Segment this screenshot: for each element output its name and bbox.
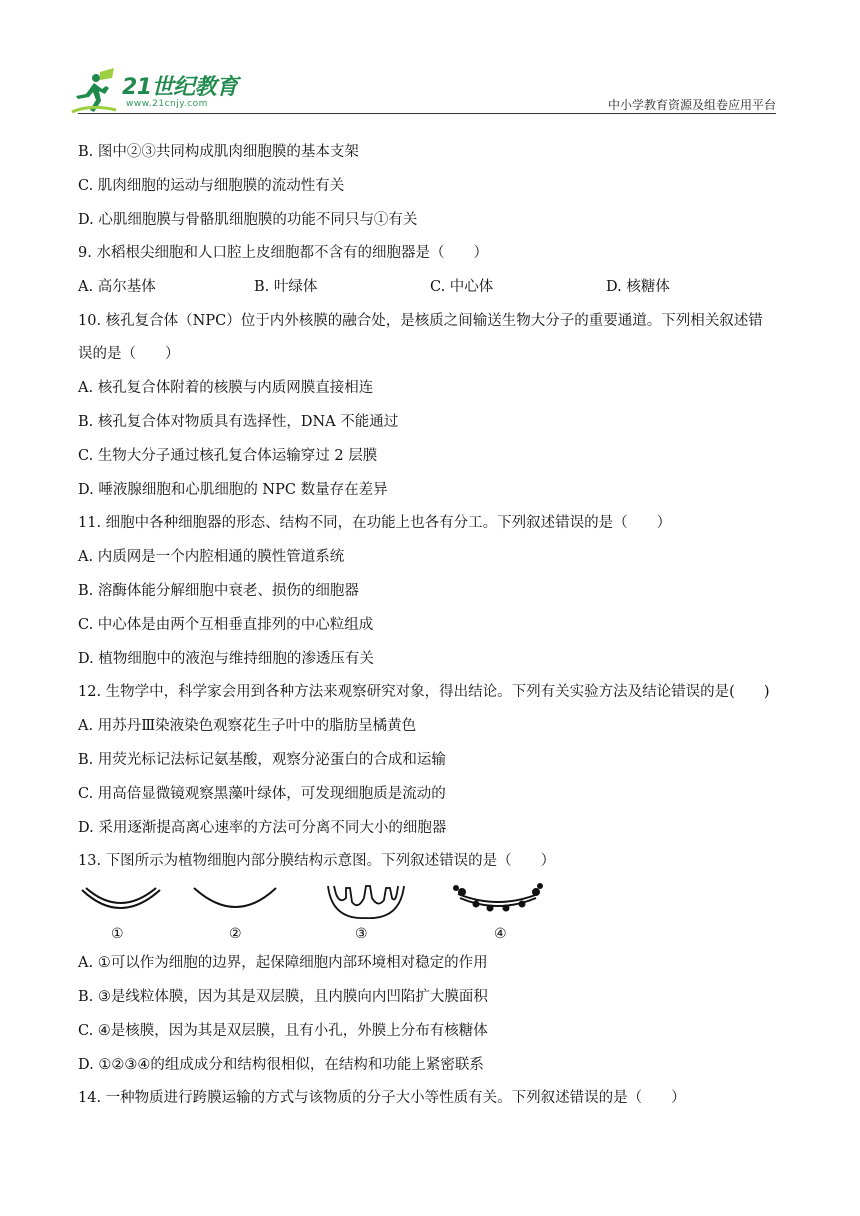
option-line: B. ③是线粒体膜，因为其是双层膜，且内膜向内凹陷扩大膜面积 [78,989,488,1005]
question-14: 14. 一种物质进行跨膜运输的方式与该物质的分子大小等性质有关。下列叙述错误的是（ ） [78,1090,686,1106]
page-header [0,0,860,120]
option-line: B. 用荧光标记法标记氨基酸，观察分泌蛋白的合成和运输 [78,752,446,768]
text-line: 误的是（ ） [78,346,180,362]
q9-option-a: A. 高尔基体 [78,279,156,295]
option-line: D. 唾液腺细胞和心肌细胞的 NPC 数量存在差异 [78,482,388,498]
option-line: D. ①②③④的组成成分和结构很相似，在结构和功能上紧密联系 [78,1057,484,1073]
question-10: 10. 核孔复合体（NPC）位于内外核膜的融合处，是核质之间输送生物大分子的重要通道。下列相关叙述错 [78,313,763,329]
question-9: 9. 水稻根尖细胞和人口腔上皮细胞都不含有的细胞器是（ ） [78,245,488,261]
option-line: C. 生物大分子通过核孔复合体运输穿过 2 层膜 [78,448,378,464]
runner-logo-icon [70,66,126,116]
option-line: B. 溶酶体能分解细胞中衰老、损伤的细胞器 [78,583,359,599]
logo-text: 21世纪教育 [122,75,238,100]
membrane-4-shape [458,894,538,906]
figure-label-3: ③ [355,926,368,942]
option-line: C. ④是核膜，因为其是双层膜，且有小孔，外膜上分布有核糖体 [78,1023,488,1039]
membrane-figure [78,880,558,946]
option-line: D. 植物细胞中的液泡与维持细胞的渗透压有关 [78,651,374,667]
question-13: 13. 下图所示为植物细胞内部分膜结构示意图。下列叙述错误的是（ ） [78,853,556,869]
platform-name: 中小学教育资源及组卷应用平台 [607,98,776,112]
text-line: D. 心肌细胞膜与骨骼肌细胞膜的功能不同只与①有关 [78,212,418,228]
membrane-1-shape [82,888,160,908]
figure-label-4: ④ [494,926,507,942]
option-line: D. 采用逐渐提高离心速率的方法可分离不同大小的细胞器 [78,820,447,836]
question-12: 12. 生物学中，科学家会用到各种方法来观察研究对象，得出结论。下列有关实验方法及结论错误的是( ) [78,684,770,700]
figure-label-1: ① [111,926,124,942]
figure-label-2: ② [229,926,242,942]
membrane-diagram [78,880,558,926]
q9-option-d: D. 核糖体 [606,279,670,295]
option-line: B. 核孔复合体对物质具有选择性，DNA 不能通过 [78,414,399,430]
option-line: A. 内质网是一个内腔相通的膜性管道系统 [78,549,345,565]
logo [70,66,250,116]
header-divider [78,113,776,114]
text-line: C. 肌肉细胞的运动与细胞膜的流动性有关 [78,178,345,194]
option-line: C. 用高倍显微镜观察黑藻叶绿体，可发现细胞质是流动的 [78,786,446,802]
logo-url: www.21cnjy.com [126,99,208,109]
option-line: A. 核孔复合体附着的核膜与内质网膜直接相连 [78,380,374,396]
q9-option-c: C. 中心体 [430,279,494,295]
option-line: A. ①可以作为细胞的边界，起保障细胞内部环境相对稳定的作用 [78,955,488,971]
question-11: 11. 细胞中各种细胞器的形态、结构不同，在功能上也各有分工。下列叙述错误的是（ ） [78,515,672,531]
q9-option-b: B. 叶绿体 [254,279,318,295]
membrane-2-shape [194,888,276,907]
option-line: A. 用苏丹Ⅲ染液染色观察花生子叶中的脂肪呈橘黄色 [78,718,417,734]
text-line: B. 图中②③共同构成肌肉细胞膜的基本支架 [78,144,359,160]
option-line: C. 中心体是由两个互相垂直排列的中心粒组成 [78,617,374,633]
membrane-3-shape [328,886,404,918]
